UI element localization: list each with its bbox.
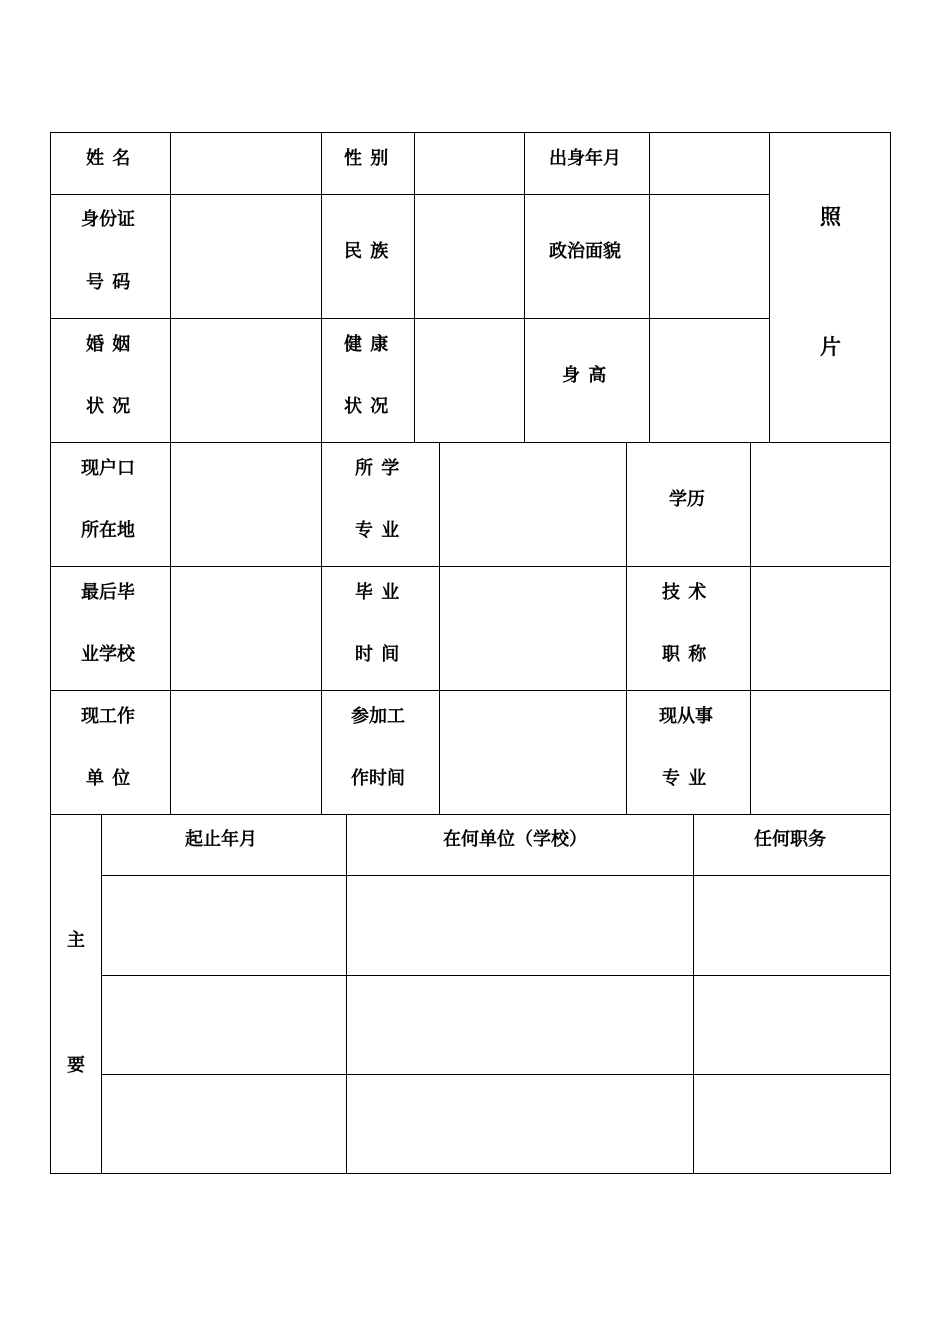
work-start-label-line1: 参加工: [351, 706, 405, 727]
height-field[interactable]: [650, 319, 769, 442]
col-divider: [769, 132, 770, 442]
hukou-field[interactable]: [171, 443, 321, 566]
history-row-1-period[interactable]: [102, 876, 346, 975]
col-divider: [626, 442, 627, 814]
birth-label: 出身年月: [549, 148, 621, 169]
political-field[interactable]: [650, 195, 769, 318]
health-label-line2: 状 况: [344, 396, 390, 417]
school-label-line1: 最后毕: [81, 582, 135, 603]
education-label: 学历: [669, 489, 705, 510]
col-header-unit: 在何单位（学校）: [443, 829, 587, 850]
grad-time-field[interactable]: [440, 567, 626, 690]
id-label-line1: 身份证: [81, 209, 135, 230]
photo-label-top: 照: [820, 205, 842, 229]
ethnicity-label: 民 族: [344, 241, 390, 262]
history-side-label-1: 主: [67, 930, 86, 951]
education-field[interactable]: [751, 443, 890, 566]
grad-time-label-line1: 毕 业: [355, 582, 401, 603]
birth-field[interactable]: [650, 133, 769, 194]
major-label-line2: 专 业: [355, 520, 401, 541]
title-label-line2: 职 称: [662, 644, 708, 665]
health-label-line1: 健 康: [344, 334, 390, 355]
history-row-2-unit[interactable]: [347, 976, 693, 1074]
col-header-period: 起止年月: [185, 829, 257, 850]
history-side-label-2: 要: [67, 1055, 86, 1076]
hukou-label-line1: 现户口: [81, 458, 135, 479]
col-divider: [321, 132, 322, 814]
name-label: 姓 名: [86, 148, 132, 169]
gender-field[interactable]: [415, 133, 524, 194]
photo-label-bottom: 片: [820, 335, 842, 359]
table-border-right: [890, 132, 891, 1174]
col-header-position: 任何职务: [754, 829, 826, 850]
hukou-label-line2: 所在地: [81, 520, 135, 541]
work-start-field[interactable]: [440, 691, 626, 814]
grad-time-label-line2: 时 间: [355, 644, 401, 665]
table-border-left: [50, 132, 51, 1174]
employer-label-line1: 现工作: [81, 706, 135, 727]
history-row-2-position[interactable]: [694, 976, 890, 1074]
marital-label-line1: 婚 姻: [86, 334, 132, 355]
health-field[interactable]: [415, 319, 524, 442]
marital-field[interactable]: [171, 319, 321, 442]
id-number-field[interactable]: [171, 195, 321, 318]
history-row-3-position[interactable]: [694, 1075, 890, 1173]
current-field-field[interactable]: [751, 691, 890, 814]
title-label-line1: 技 术: [662, 582, 708, 603]
gender-label: 性 别: [344, 148, 390, 169]
id-label-line2: 号 码: [86, 272, 132, 293]
political-label: 政治面貌: [549, 241, 621, 262]
col-divider: [524, 132, 525, 442]
history-row-2-period[interactable]: [102, 976, 346, 1074]
current-field-label-line1: 现从事: [659, 706, 713, 727]
ethnicity-field[interactable]: [415, 195, 524, 318]
name-field[interactable]: [171, 133, 321, 194]
marital-label-line2: 状 况: [86, 396, 132, 417]
history-row-3-unit[interactable]: [347, 1075, 693, 1173]
history-row-1-position[interactable]: [694, 876, 890, 975]
row-divider: [50, 814, 891, 815]
major-field[interactable]: [440, 443, 626, 566]
employer-label-line2: 单 位: [86, 768, 132, 789]
current-field-label-line2: 专 业: [662, 768, 708, 789]
school-field[interactable]: [171, 567, 321, 690]
school-label-line2: 业学校: [81, 644, 135, 665]
work-start-label-line2: 作时间: [351, 768, 405, 789]
title-field[interactable]: [751, 567, 890, 690]
height-label: 身 高: [562, 365, 608, 386]
history-row-3-period[interactable]: [102, 1075, 346, 1173]
employer-field[interactable]: [171, 691, 321, 814]
major-label-line1: 所 学: [355, 458, 401, 479]
history-row-1-unit[interactable]: [347, 876, 693, 975]
table-border-bottom: [50, 1173, 891, 1174]
